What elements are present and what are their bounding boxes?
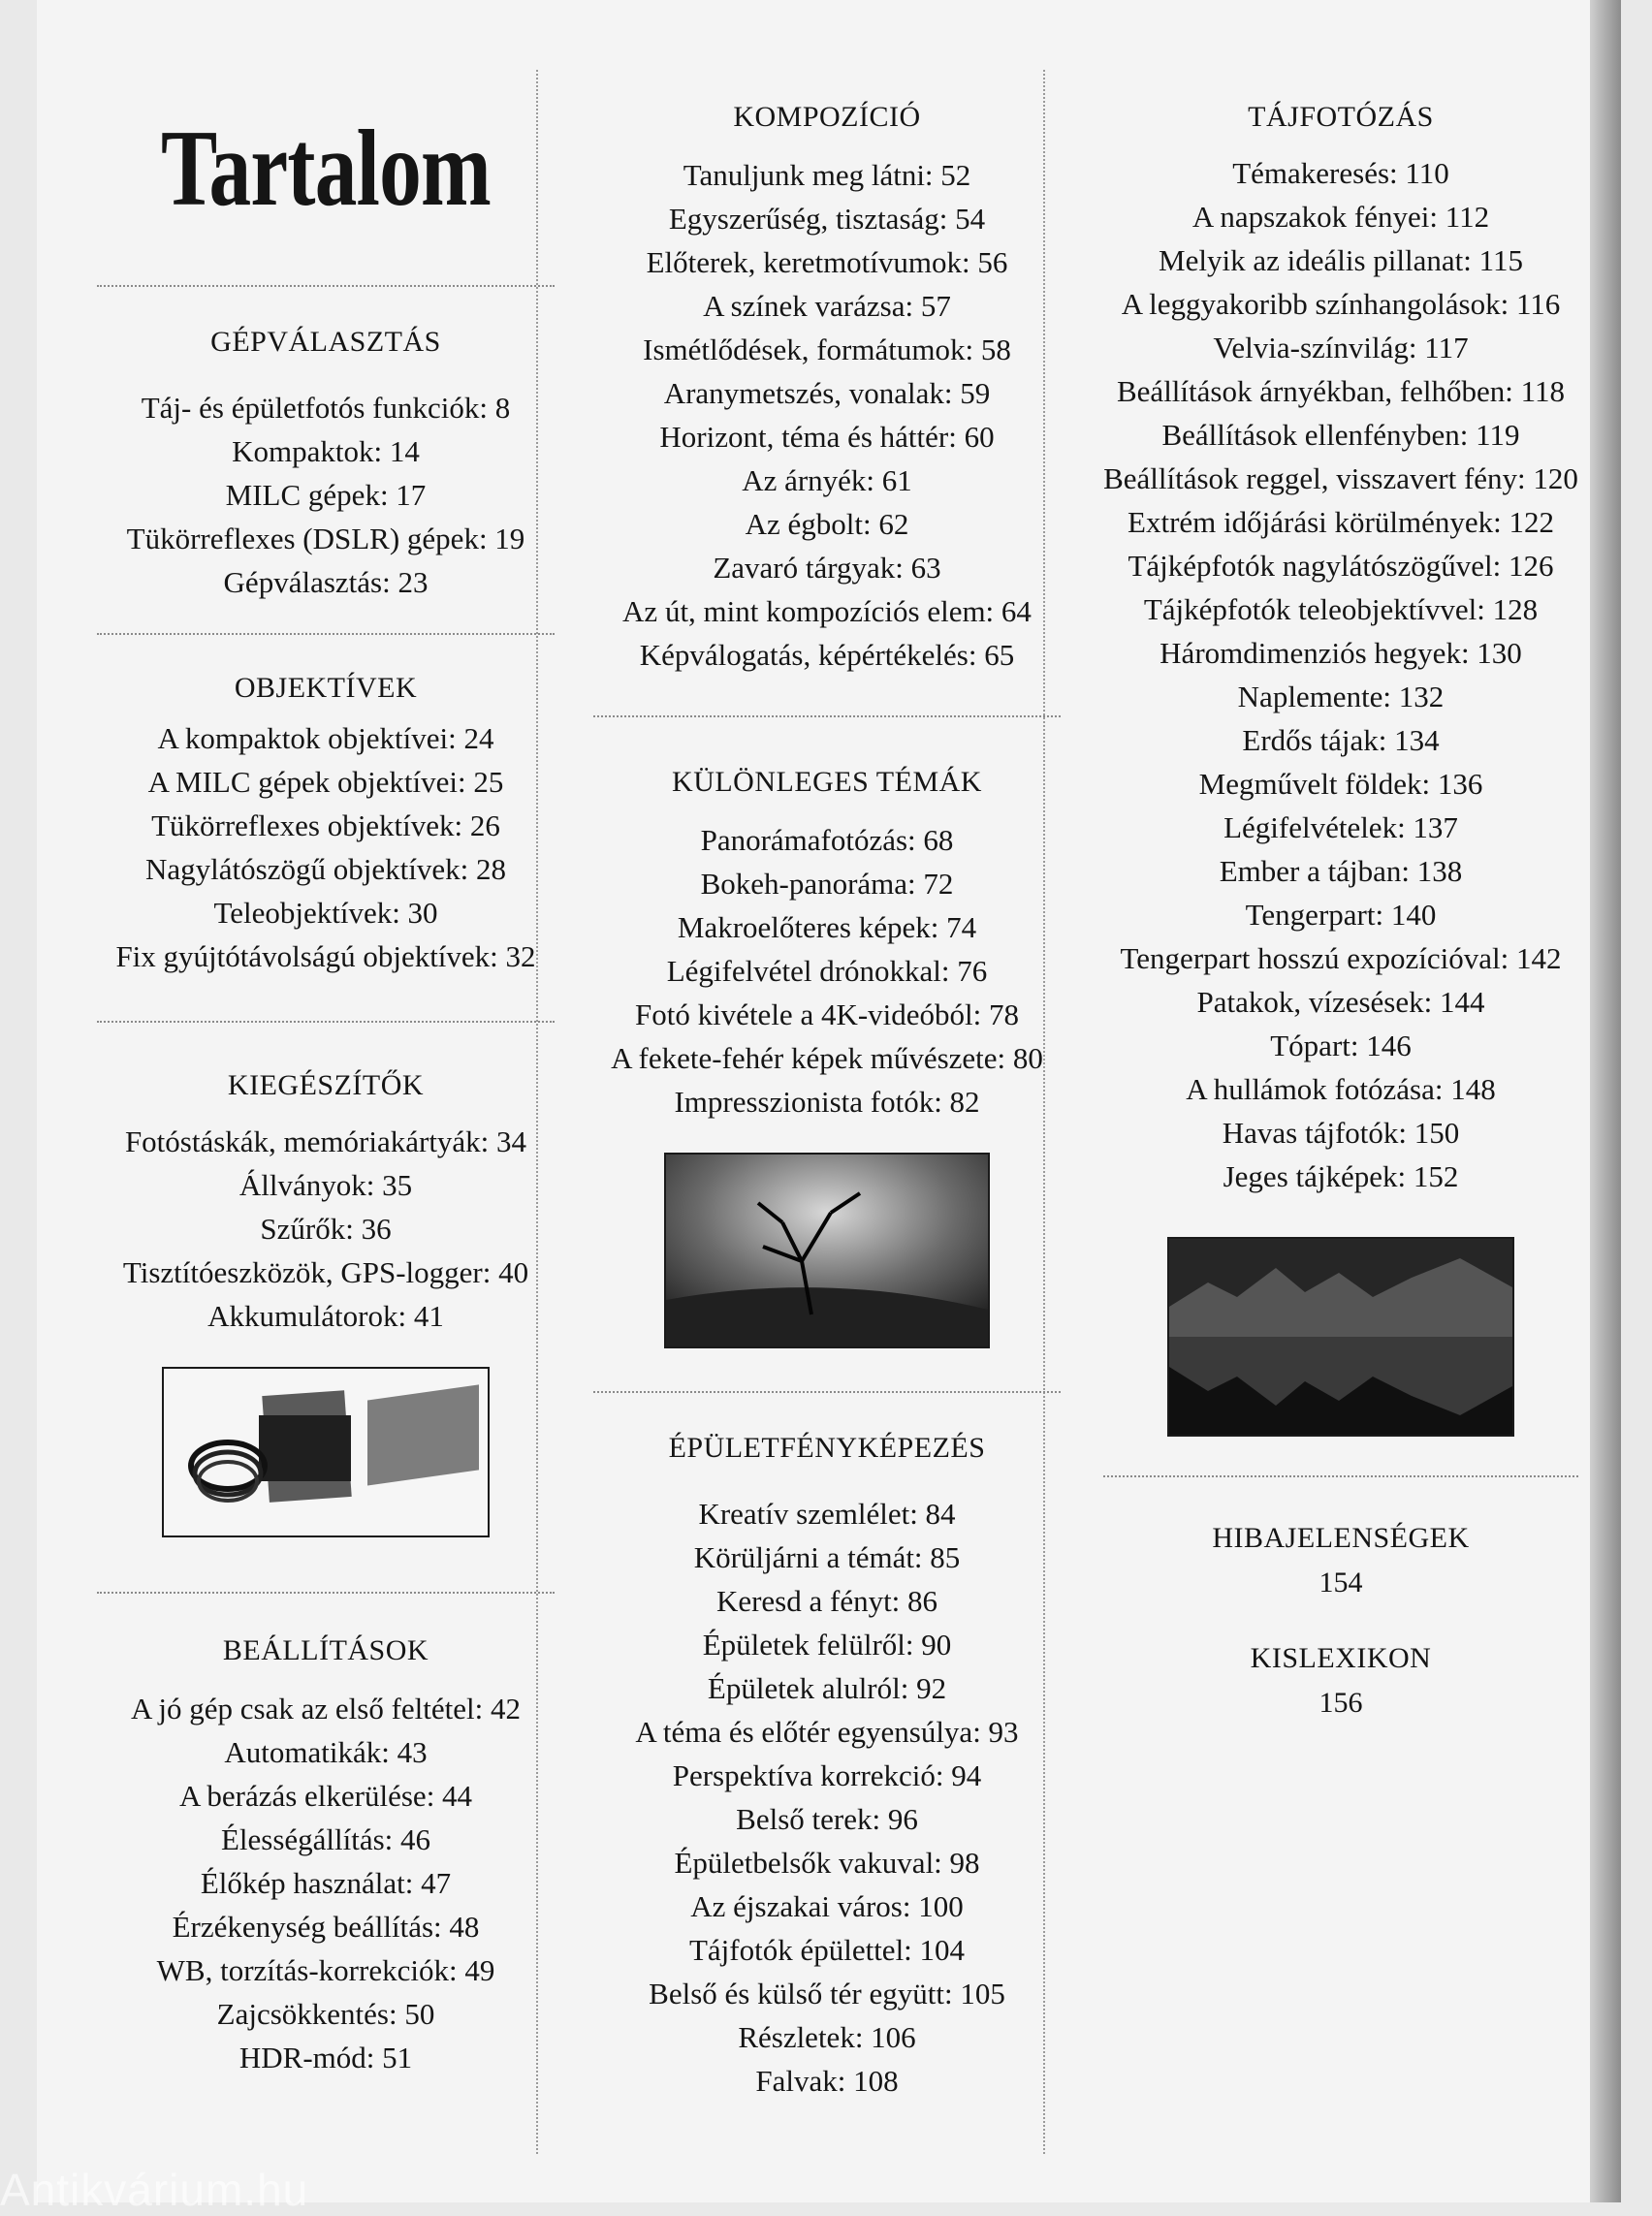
toc-entry: A kompaktok objektívei: 24 xyxy=(157,721,494,755)
toc-entry: Fix gyújtótávolságú objektívek: 32 xyxy=(115,939,536,973)
filter-kit-photo xyxy=(162,1367,490,1537)
toc-entry: Beállítások ellenfényben: 119 xyxy=(1161,418,1520,452)
toc-list-gepvalasztas xyxy=(95,386,556,604)
toc-entry: Egyszerűség, tisztaság: 54 xyxy=(668,202,986,236)
toc-entry: Falvak: 108 xyxy=(755,2064,899,2098)
toc-entry: Az árnyék: 61 xyxy=(742,463,912,497)
toc-list-kiegeszitok xyxy=(95,1120,556,1338)
toc-entry: Bokeh-panoráma: 72 xyxy=(700,867,954,901)
toc-entry: Szűrők: 36 xyxy=(260,1212,392,1246)
toc-entry: Képválogatás, képértékelés: 65 xyxy=(639,638,1015,672)
toc-entry: Perspektíva korrekció: 94 xyxy=(672,1758,982,1792)
toc-entry: Előterek, keretmotívumok: 56 xyxy=(646,245,1008,279)
section-divider xyxy=(97,633,555,635)
section-divider xyxy=(1103,1475,1578,1477)
toc-entry: Akkumulátorok: 41 xyxy=(207,1299,444,1333)
toc-entry: Automatikák: 43 xyxy=(224,1735,428,1769)
toc-entry: Panorámafotózás: 68 xyxy=(700,823,954,857)
toc-entry: Zajcsökkentés: 50 xyxy=(216,1997,435,2031)
toc-entry: HDR-mód: 51 xyxy=(238,2041,413,2074)
toc-entry: Keresd a fényt: 86 xyxy=(715,1584,938,1618)
toc-entry: Légifelvételek: 137 xyxy=(1223,810,1458,844)
toc-entry: A leggyakoribb színhangolások: 116 xyxy=(1121,287,1561,321)
toc-entry: Belső terek: 96 xyxy=(736,1802,918,1836)
toc-entry: A fekete-fehér képek művészete: 80 xyxy=(611,1041,1043,1075)
toc-entry: Élőkép használat: 47 xyxy=(200,1866,452,1900)
toc-entry: Beállítások árnyékban, felhőben: 118 xyxy=(1117,374,1565,408)
toc-entry: A napszakok fényei: 112 xyxy=(1191,200,1490,234)
toc-entry: Tájfotók épülettel: 104 xyxy=(688,1933,966,1967)
toc-entry: Jeges tájképek: 152 xyxy=(1223,1159,1459,1193)
toc-entry: Tanuljunk meg látni: 52 xyxy=(683,158,971,192)
section-heading-epulet: ÉPÜLETFÉNYKÉPEZÉS xyxy=(668,1432,986,1464)
toc-list-beallitasok xyxy=(95,1687,556,2079)
toc-entry: Légifelvétel drónokkal: 76 xyxy=(666,954,988,988)
toc-entry: Megművelt földek: 136 xyxy=(1198,767,1483,801)
toc-entry: Fotó kivétele a 4K-videóból: 78 xyxy=(634,997,1020,1031)
toc-entry: Körüljárni a témát: 85 xyxy=(693,1540,961,1574)
section-divider xyxy=(97,1592,555,1594)
toc-entry: Havas tájfotók: 150 xyxy=(1222,1116,1460,1150)
section-divider xyxy=(593,715,1061,717)
column-2 xyxy=(591,0,1063,2103)
toc-entry: Impresszionista fotók: 82 xyxy=(674,1085,980,1119)
toc-entry: Tájképfotók nagylátószögűvel: 126 xyxy=(1128,549,1554,583)
section-heading-objektivek: OBJEKTÍVEK xyxy=(234,672,418,704)
toc-entry: Velvia-színvilág: 117 xyxy=(1213,331,1469,364)
toc-entry: Részletek: 106 xyxy=(738,2020,916,2054)
toc-entry: Az égbolt: 62 xyxy=(745,507,909,541)
toc-entry: A színek varázsa: 57 xyxy=(703,289,951,323)
section-heading-kompozicio: KOMPOZÍCIÓ xyxy=(733,101,921,133)
toc-entry: Épületek felülről: 90 xyxy=(702,1628,952,1662)
toc-entry: Fotóstáskák, memóriakártyák: 34 xyxy=(124,1124,527,1158)
toc-entry: Nagylátószögű objektívek: 28 xyxy=(145,852,506,886)
section-divider xyxy=(97,285,555,287)
mountain-lake-photo xyxy=(1167,1237,1514,1437)
toc-entry: A berázás elkerülése: 44 xyxy=(178,1779,473,1813)
toc-entry: Kreatív szemlélet: 84 xyxy=(698,1497,956,1531)
watermark: Antikvárium.hu xyxy=(0,2165,309,2215)
toc-entry: Épületek alulról: 92 xyxy=(707,1671,947,1705)
toc-list-objektivek xyxy=(95,716,556,978)
toc-entry: Épületbelsők vakuval: 98 xyxy=(674,1846,980,1880)
section-heading-hibajelensegek: HIBAJELENSÉGEK xyxy=(1212,1522,1470,1554)
toc-entry: Belső és külső tér együtt: 105 xyxy=(649,1977,1005,2010)
toc-entry: Tengerpart: 140 xyxy=(1245,898,1437,932)
toc-list-kompozicio xyxy=(591,153,1063,677)
page-title: Tartalom xyxy=(161,109,491,229)
mountain-lake-illustration xyxy=(1169,1239,1512,1435)
toc-entry: Az út, mint kompozíciós elem: 64 xyxy=(622,594,1032,628)
toc-entry: Tópart: 146 xyxy=(1270,1029,1412,1062)
toc-entry: Naplemente: 132 xyxy=(1237,680,1445,713)
toc-entry: Ember a tájban: 138 xyxy=(1219,854,1463,888)
toc-entry: Tisztítóeszközök, GPS-logger: 40 xyxy=(122,1255,529,1289)
page-edge-shadow xyxy=(1590,0,1621,2202)
section-heading-gepvalasztas: GÉPVÁLASZTÁS xyxy=(210,326,441,358)
toc-entry: Élességállítás: 46 xyxy=(220,1822,431,1856)
toc-entry: Extrém időjárási körülmények: 122 xyxy=(1128,505,1554,539)
toc-entry: Tengerpart hosszú expozícióval: 142 xyxy=(1120,941,1562,975)
toc-entry: WB, torzítás-korrekciók: 49 xyxy=(156,1953,495,1987)
toc-entry: Patakok, vízesések: 144 xyxy=(1196,985,1485,1019)
toc-entry: Témakeresés: 110 xyxy=(1232,156,1449,190)
toc-entry: A MILC gépek objektívei: 25 xyxy=(147,765,504,799)
toc-entry: Beállítások reggel, visszavert fény: 120 xyxy=(1103,461,1578,495)
toc-entry: Aranymetszés, vonalak: 59 xyxy=(663,376,991,410)
toc-entry: Kompaktok: 14 xyxy=(232,434,420,468)
toc-entry: A hullámok fotózása: 148 xyxy=(1186,1072,1496,1106)
toc-entry: Teleobjektívek: 30 xyxy=(213,896,438,930)
tree-illustration xyxy=(666,1155,988,1346)
toc-entry: Horizont, téma és háttér: 60 xyxy=(659,420,995,454)
tree-photo xyxy=(664,1153,990,1348)
page xyxy=(37,0,1621,2202)
toc-entry: Zavaró tárgyak: 63 xyxy=(713,551,941,585)
section-divider xyxy=(593,1391,1061,1393)
toc-entry: Ismétlődések, formátumok: 58 xyxy=(643,332,1011,366)
page-number-kislexikon: 156 xyxy=(1318,1687,1363,1719)
toc-entry: Tájképfotók teleobjektívvel: 128 xyxy=(1143,592,1539,626)
toc-entry: Tükörreflexes (DSLR) gépek: 19 xyxy=(126,522,525,555)
section-heading-tajfoto: TÁJFOTÓZÁS xyxy=(1248,101,1434,133)
toc-entry: Táj- és épületfotós funkciók: 8 xyxy=(141,391,511,425)
section-heading-kislexikon: KISLEXIKON xyxy=(1250,1642,1432,1674)
toc-entry: Tükörreflexes objektívek: 26 xyxy=(151,808,500,842)
column-3 xyxy=(1101,0,1580,1718)
toc-list-kulonleges xyxy=(591,818,1063,1124)
section-heading-kulonleges: KÜLÖNLEGES TÉMÁK xyxy=(672,766,982,798)
toc-entry: Háromdimenziós hegyek: 130 xyxy=(1160,636,1522,670)
toc-entry: Állványok: 35 xyxy=(238,1168,413,1202)
toc-entry: MILC gépek: 17 xyxy=(225,478,427,512)
toc-entry: Érzékenység beállítás: 48 xyxy=(172,1910,480,1944)
toc-list-epulet xyxy=(591,1492,1063,2103)
filter-kit-illustration xyxy=(164,1369,488,1535)
page-number-hibajelensegek: 154 xyxy=(1318,1567,1363,1599)
toc-entry: A téma és előtér egyensúlya: 93 xyxy=(635,1715,1019,1749)
toc-entry: Gépválasztás: 23 xyxy=(223,565,429,599)
toc-entry: Az éjszakai város: 100 xyxy=(690,1889,964,1923)
toc-list-tajfoto xyxy=(1101,151,1580,1198)
section-heading-kiegeszitok: KIEGÉSZÍTŐK xyxy=(227,1069,425,1101)
toc-entry: Erdős tájak: 134 xyxy=(1242,723,1440,757)
toc-entry: A jó gép csak az első feltétel: 42 xyxy=(130,1692,521,1725)
toc-entry: Makroelőteres képek: 74 xyxy=(677,910,977,944)
toc-entry: Melyik az ideális pillanat: 115 xyxy=(1159,243,1523,277)
section-heading-beallitasok: BEÁLLÍTÁSOK xyxy=(222,1634,429,1666)
section-divider xyxy=(97,1021,555,1023)
column-1 xyxy=(95,0,556,2079)
